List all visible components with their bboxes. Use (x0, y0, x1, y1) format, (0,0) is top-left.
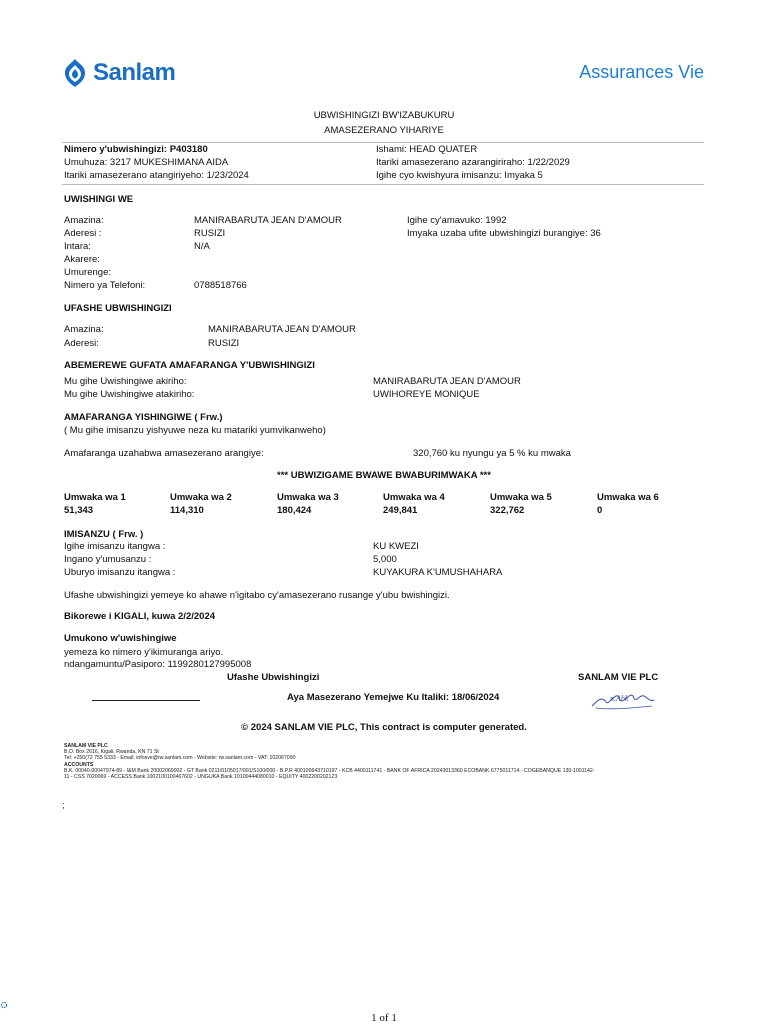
beneficiary-dead-value: UWIHOREYE MONIQUE (373, 389, 480, 400)
insured-value (194, 267, 342, 280)
company-signature-text: n.Abk (610, 694, 629, 703)
guaranteed-note: ( Mu gihe imisanzu yishyuwe neza ku matariki yumvikanweho) (64, 425, 326, 436)
guaranteed-heading: AMAFARANGA YISHINGIWE ( Frw.) (64, 412, 223, 423)
premium-labels (64, 541, 175, 580)
surrender-amount: 0 (597, 505, 603, 516)
policy-intermediary: Umuhuza: 3217 MUKESHIMANA AIDA (64, 157, 229, 168)
footer-accounts-line2: 11 - CSS 7020069 - ACCESS Bank 1002100100467602 - UNGUKA Bank 10100444080010 - EQUITY 4002200202123 (64, 774, 338, 781)
beneficiary-alive-label: Mu gihe Uwishingiwe akiriho: (64, 376, 187, 387)
premium-value: KU KWEZI (373, 541, 419, 552)
divider (62, 142, 704, 143)
surrender-year: Umwaka wa 4 (383, 492, 445, 503)
surrender-year: Umwaka wa 3 (277, 492, 339, 503)
signature-heading: Umukono w'uwishingiwe (64, 633, 177, 644)
sanlam-logo (62, 58, 175, 88)
insured-label: Intara: (64, 241, 91, 252)
footer-block (64, 743, 714, 780)
surrender-year: Umwaka wa 5 (490, 492, 552, 503)
copyright-notice: © 2024 SANLAM VIE PLC, This contract is computer generated. (241, 722, 527, 733)
policy-branch: Ishami: HEAD QUATER (376, 144, 478, 155)
footer-address: B.O. Box 2616, Kigali, Rwanda, KN 71 St (64, 749, 159, 756)
policy-number: Nimero y'ubwishingizi: P403180 (64, 144, 208, 155)
company-signature-label: SANLAM VIE PLC (578, 672, 659, 683)
premiums-heading: IMISANZU ( Frw. ) (64, 529, 144, 540)
surrender-heading: *** UBWIZIGAME BWAWE BWABURIMWAKA *** (277, 470, 491, 481)
signature-note: yemeza ko nimero y'ikimuranga ariyo. (64, 647, 224, 658)
guaranteed-label: Amafaranga uzahabwa amasezerano arangiye: (64, 448, 264, 459)
premium-label: Uburyo imisanzu itangwa : (64, 567, 176, 578)
insured-labels (64, 215, 145, 293)
surrender-amount: 249,841 (383, 505, 418, 516)
insured-value (194, 254, 342, 267)
subscriber-labels (64, 324, 104, 352)
subscriber-values (208, 324, 356, 352)
footer-contact: Tel: +250(72 755 5333 - Email: infosve@rw.sanlam.com - Website: rw.sanlam.com - VAT: 102067090 (64, 755, 296, 762)
premium-values (373, 541, 502, 580)
subscriber-heading: UFASHE UBWISHINGIZI (64, 303, 172, 314)
divider (62, 184, 704, 185)
insured-label: Akarere: (64, 254, 100, 265)
national-id: ndangamuntu/Pasiporo: 1199280127995008 (64, 659, 252, 670)
product-title: Assurances Vie (579, 62, 704, 82)
insured-age-at-end: Imyaka uzaba ufite ubwishingizi burangiye: 36 (407, 228, 601, 239)
signed-place-date: Bikorewe i KIGALI, kuwa 2/2/2024 (64, 611, 216, 622)
surrender-amount: 114,310 (170, 505, 204, 516)
subscriber-label: Aderesi: (64, 338, 99, 349)
declaration-text: Ufashe ubwishingizi yemeye ko ahawe n'igitabo cy'amasezerano rusange y'ubu bwishingizi. (64, 590, 450, 601)
page-number: 1 of 1 (371, 1012, 397, 1024)
insured-heading: UWISHINGI WE (64, 194, 134, 205)
insured-value: MANIRABARUTA JEAN D'AMOUR (194, 215, 342, 226)
insured-label: Umurenge: (64, 267, 111, 278)
surrender-year: Umwaka wa 2 (170, 492, 232, 503)
subscriber-value: RUSIZI (208, 338, 240, 349)
policy-payment-duration: Igihe cyo kwishyura imisanzu: Imyaka 5 (376, 170, 543, 181)
premium-label: Ingano y'umusanzu : (64, 554, 152, 565)
insured-label: Nimero ya Telefoni: (64, 280, 146, 291)
surrender-amount: 51,343 (64, 505, 94, 516)
footer-mark: ; (62, 800, 65, 811)
subscriber-signature-label: Ufashe Ubwishingizi (227, 672, 320, 683)
premium-label: Igihe imisanzu itangwa : (64, 541, 166, 552)
footer-company: SANLAM VIE PLC (64, 743, 108, 749)
doc-title-line2: AMASEZERANO YIHARIYE (324, 125, 444, 136)
beneficiary-dead-label: Mu gihe Uwishingiwe atakiriho: (64, 389, 195, 400)
insured-label: Aderesi : (64, 228, 102, 239)
logo-text: Sanlam (93, 59, 176, 86)
approval-date: Aya Masezerano Yemejwe Ku Italiki: 18/06/2024 (287, 692, 500, 703)
policy-end-date: Itariki amasezerano azarangiriraho: 1/22/2029 (376, 157, 570, 168)
subscriber-value: MANIRABARUTA JEAN D'AMOUR (208, 324, 356, 335)
surrender-amount: 322,762 (490, 505, 525, 516)
surrender-amount: 180,424 (277, 505, 312, 516)
policy-start-date: Itariki amasezerano atangiriyeho: 1/23/2024 (64, 170, 249, 181)
premium-value: KUYAKURA K'UMUSHAHARA (373, 567, 503, 578)
insured-label: Amazina: (64, 215, 104, 226)
insured-values (194, 215, 342, 293)
footer-accounts-title: ACCOUNTS (64, 761, 94, 768)
insured-value: N/A (194, 241, 210, 252)
corner-gear-icon (0, 1001, 8, 1009)
beneficiaries-heading: ABEMEREWE GUFATA AMAFARANGA Y'UBWISHINGIZI (64, 360, 315, 371)
beneficiary-alive-value: MANIRABARUTA JEAN D'AMOUR (373, 376, 521, 387)
insured-value: RUSIZI (194, 228, 226, 239)
company-signature (588, 686, 658, 712)
insured-birth-year: Igihe cy'amavuko: 1992 (407, 215, 507, 226)
insured-value: 0788518766 (194, 280, 247, 291)
guaranteed-value: 320,760 ku nyungu ya 5 % ku mwaka (413, 448, 571, 459)
premium-value: 5,000 (373, 554, 397, 565)
doc-title-line1: UBWISHINGIZI BW'IZABUKURU (313, 110, 455, 121)
surrender-year: Umwaka wa 6 (597, 492, 659, 503)
subscriber-label: Amazina: (64, 324, 104, 335)
surrender-year: Umwaka wa 1 (64, 492, 126, 503)
footer-accounts-line1: B.K. 00040-00047974-89 - I&M Bank 20002069002 - GT Bank 0211/0105017/001/S100/000 - B.P.R 400100643710197 - KCB 4400111741 - BANK OF AFRICA 20243013360 ECOBANK 6775011714 - COGEBANQUE 130-1001142- (64, 767, 595, 774)
sanlam-shield-icon (62, 58, 88, 88)
subscriber-signature-line (92, 700, 200, 701)
